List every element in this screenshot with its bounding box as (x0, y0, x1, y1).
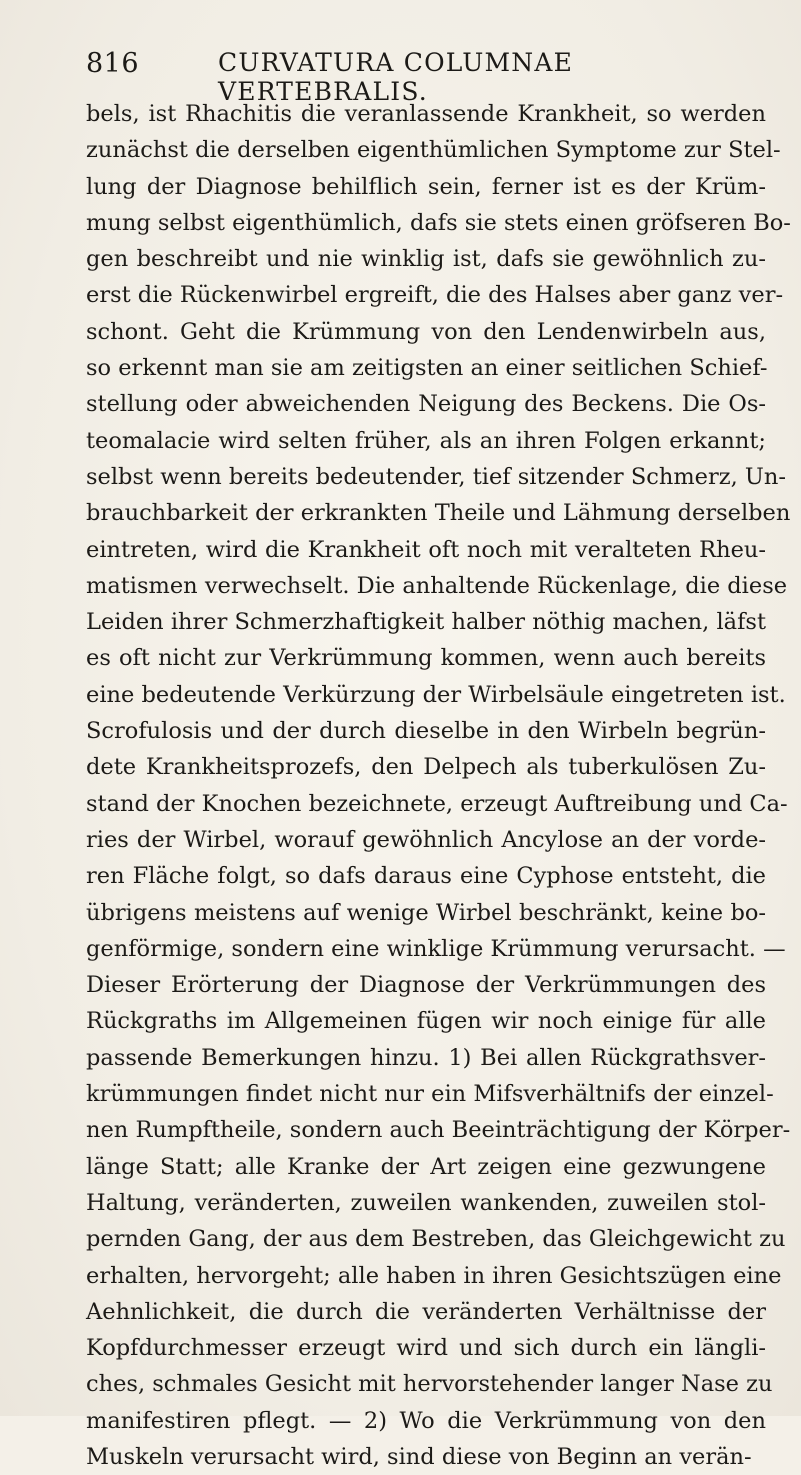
text-line: mung selbst eigenthümlich, dafs sie stets einen gröfseren Bo- (86, 209, 791, 236)
text-line: Kopfdurchmesser erzeugt wird und sich durch ein längli- (86, 1335, 766, 1362)
text-line: Rückgraths im Allgemeinen fügen wir noch einige für alle (86, 1008, 766, 1035)
text-line: schont. Geht die Krümmung von den Lendenwirbeln aus, (86, 318, 766, 345)
text-line: erhalten, hervorgeht; alle haben in ihren Gesichtszügen eine (86, 1262, 782, 1289)
text-line: es oft nicht zur Verkrümmung kommen, wenn auch bereits (86, 645, 766, 672)
text-line: ches, schmales Gesicht mit hervorstehender langer Nase zu (86, 1371, 773, 1398)
text-line: so erkennt man sie am zeitigsten an einer seitlichen Schief- (86, 355, 768, 382)
text-line: stellung oder abweichenden Neigung des Beckens. Die Os- (86, 391, 766, 418)
text-line: Dieser Erörterung der Diagnose der Verkrümmungen des (86, 972, 766, 999)
text-line: nen Rumpftheile, sondern auch Beeinträchtigung der Körper- (86, 1117, 791, 1144)
text-line: Muskeln verursacht wird, sind diese von Beginn an verän- (86, 1443, 752, 1470)
page-number: 816 (86, 48, 140, 79)
text-line: matismen verwechselt. Die anhaltende Rückenlage, die diese (86, 572, 788, 599)
text-line: gen beschreibt und nie winklig ist, dafs sie gewöhnlich zu- (86, 246, 766, 273)
text-line: eintreten, wird die Krankheit oft noch mit veralteten Rheu- (86, 536, 766, 563)
text-line: manifestiren pflegt. — 2) Wo die Verkrümmung von den (86, 1407, 766, 1434)
text-line: Aehnlichkeit, die durch die veränderten Verhältnisse der (86, 1298, 766, 1325)
text-line: bels, ist Rhachitis die veranlassende Krankheit, so werden (86, 101, 766, 127)
text-line: selbst wenn bereits bedeutender, tief sitzender Schmerz, Un- (86, 463, 786, 490)
text-line: länge Statt; alle Kranke der Art zeigen eine gezwungene (86, 1153, 766, 1180)
text-line: übrigens meistens auf wenige Wirbel beschränkt, keine bo- (86, 899, 766, 926)
text-line: zunächst die derselben eigenthümlichen Symptome zur Stel- (86, 137, 781, 164)
text-line: teomalacie wird selten früher, als an ihren Folgen erkannt; (86, 427, 766, 454)
text-line: ren Fläche folgt, so dafs daraus eine Cyphose entsteht, die (86, 863, 766, 890)
text-line: dete Krankheitsprozefs, den Delpech als tuberkulösen Zu- (86, 754, 766, 781)
running-head: CURVATURA COLUMNAE VERTEBRALIS. (218, 48, 574, 106)
text-line: ries der Wirbel, worauf gewöhnlich Ancylose an der vorde- (86, 826, 766, 853)
text-line: brauchbarkeit der erkrankten Theile und Lähmung derselben (86, 500, 791, 527)
text-line: krümmungen findet nicht nur ein Mifsverhältnifs der einzel- (86, 1081, 774, 1108)
text-line: Leiden ihrer Schmerzhaftigkeit halber nöthig machen, läfst (86, 609, 766, 636)
body-text (86, 96, 791, 1475)
text-line: genförmige, sondern eine winklige Krümmung verursacht. — (86, 935, 786, 962)
text-line: Scrofulosis und der durch dieselbe in den Wirbeln begrün- (86, 718, 766, 745)
text-line: Haltung, veränderten, zuweilen wankenden, zuweilen stol- (86, 1189, 766, 1216)
text-line: stand der Knochen bezeichnete, erzeugt Auftreibung und Ca- (86, 790, 788, 817)
text-line: erst die Rückenwirbel ergreift, die des Halses aber ganz ver- (86, 282, 784, 309)
text-line: lung der Diagnose behilflich sein, ferner ist es der Krüm- (86, 173, 766, 200)
text-line: passende Bemerkungen hinzu. 1) Bei allen Rückgrathsver- (86, 1044, 766, 1071)
text-line: eine bedeutende Verkürzung der Wirbelsäule eingetreten ist. (86, 681, 786, 708)
text-line: pernden Gang, der aus dem Bestreben, das Gleichgewicht zu (86, 1226, 786, 1253)
page-header (86, 48, 766, 106)
